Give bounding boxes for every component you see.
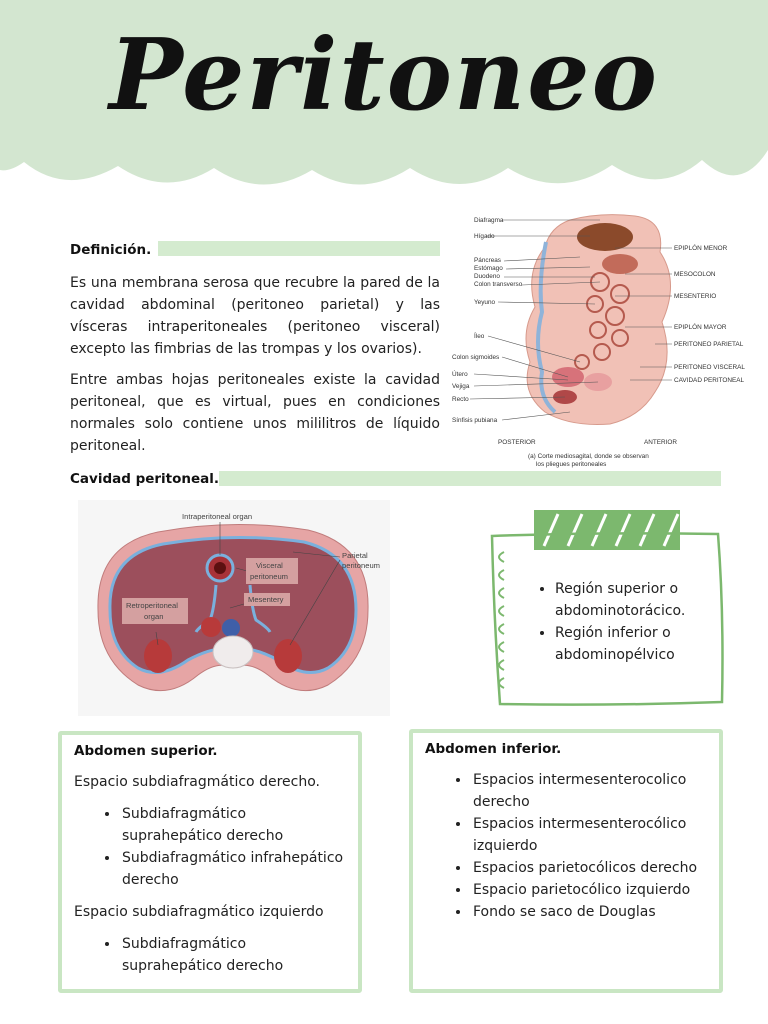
abdomen-inferior-heading: Abdomen inferior. [425, 741, 562, 757]
label-visceral-2: peritoneum [250, 572, 288, 581]
label-visceral-1: Visceral [256, 561, 283, 570]
list-item: • Espacios intermesenterocolico derecho [471, 769, 707, 813]
label-ileo: Íleo [474, 333, 485, 340]
label-cavidad-peritoneal: CAVIDAD PERITONEAL [674, 377, 745, 384]
label-vejiga: Vejiga [452, 383, 470, 390]
label-pancreas: Páncreas [474, 257, 501, 264]
figure-caption-line-2: los pliegues peritoneales [536, 461, 607, 468]
sagittal-section-figure [450, 212, 755, 472]
cross-section-illustration [78, 500, 390, 716]
label-mesocolon: MESOCOLON [674, 271, 716, 278]
label-duodeno: Duodeno [474, 273, 500, 280]
label-estomago: Estómago [474, 265, 503, 272]
abdomen-superior-box [58, 731, 362, 993]
label-higado: Hígado [474, 233, 495, 240]
label-colon-transverso: Colon transverso [474, 281, 523, 288]
list-item: • Fondo se saco de Douglas [471, 901, 707, 923]
label-sinfisis-pubiana: Sínfisis pubiana [452, 417, 498, 424]
definicion-paragraph-1: Es una membrana serosa que recubre la pared de la cavidad abdominal (peritoneo parietal) y las vísceras intraperitoneales (peritoneo visceral) excepto las fimbrias de las trompas y los ovarios). [70, 275, 440, 357]
cavidad-highlight-bar [219, 471, 721, 486]
label-epiplon-menor: EPIPLÓN MENOR [674, 245, 728, 252]
label-mesenterio: MESENTERIO [674, 293, 717, 300]
list-item: • Región inferior o abdominopélvico [555, 622, 730, 666]
abdomen-superior-heading: Abdomen superior. [74, 743, 218, 759]
definicion-paragraph-2: Entre ambas hojas peritoneales existe la cavidad peritoneal, que es virtual, pues en condiciones normales solo contiene unos mililitros de líquido peritoneal. [70, 372, 440, 454]
label-epiplon-mayor: EPIPLÓN MAYOR [674, 324, 727, 331]
regions-list [533, 578, 730, 666]
label-posterior: POSTERIOR [498, 439, 536, 446]
label-diafragma: Diafragma [474, 217, 504, 224]
list-item: • Subdiafragmático suprahepático derecho [120, 803, 346, 847]
label-parietal-2: peritoneum [342, 561, 380, 570]
espacio-derecho-list [74, 803, 346, 891]
label-intraperitoneal-organ: Intraperitoneal organ [182, 512, 253, 521]
label-recto: Recto [452, 396, 469, 403]
espacio-izquierdo-list [74, 933, 346, 977]
label-yeyuno: Yeyuno [474, 299, 496, 306]
definicion-highlight-bar [158, 241, 440, 256]
label-utero: Útero [452, 371, 468, 378]
list-item: • Espacios intermesenterocólico izquierdo [471, 813, 707, 857]
list-item: • Subdiafragmático infrahepático derecho [120, 847, 346, 891]
definicion-heading: Definición. [70, 242, 152, 258]
label-peritoneo-parietal: PERITONEO PARIETAL [674, 341, 744, 348]
label-anterior: ANTERIOR [644, 439, 678, 446]
abdomen-inferior-box [409, 729, 723, 993]
label-retroperitoneal-1: Retroperitoneal [126, 601, 178, 610]
list-item: • Espacios parietocólicos derecho [471, 857, 707, 879]
label-peritoneo-visceral: PERITONEO VISCERAL [674, 364, 745, 371]
cavidad-heading: Cavidad peritoneal. [70, 471, 220, 487]
label-mesentery: Mesentery [248, 595, 284, 604]
label-parietal-1: Parietal [342, 551, 368, 560]
espacio-izquierdo-label: Espacio subdiafragmático izquierdo [74, 904, 324, 920]
cross-section-figure [78, 500, 390, 716]
header-banner [0, 0, 768, 200]
list-item: • Región superior o abdominotorácico. [555, 578, 730, 622]
sagittal-illustration [450, 212, 755, 472]
abdomen-inferior-list [425, 769, 707, 923]
label-colon-sigmoides: Colon sigmoides [452, 354, 500, 361]
espacio-derecho-label: Espacio subdiafragmático derecho. [74, 774, 320, 790]
list-item: • Subdiafragmático suprahepático derecho [120, 933, 346, 977]
label-retroperitoneal-2: organ [144, 612, 164, 621]
page-title: Peritoneo [109, 18, 659, 133]
list-item: • Espacio parietocólico izquierdo [471, 879, 707, 901]
figure-caption-line-1: (a) Corte mediosagital, donde se observan [528, 453, 649, 460]
